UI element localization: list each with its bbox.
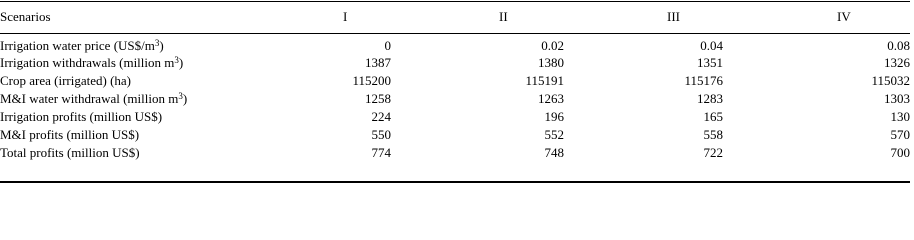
- cell-value: 1326: [884, 55, 910, 70]
- table-row: [0, 72, 910, 90]
- row-label: Irrigation withdrawals (million $m^3$): [0, 55, 184, 70]
- table-row: [0, 108, 910, 126]
- cell-value: 115176: [684, 73, 723, 88]
- cell-value: 0.02: [541, 38, 564, 53]
- cell-value: 570: [890, 127, 910, 142]
- header-scenario-3: III: [667, 9, 680, 24]
- cell-value: 1351: [697, 55, 723, 70]
- cell-value: 115200: [352, 73, 391, 88]
- cell-value: 700: [890, 145, 910, 160]
- table-row: [0, 126, 910, 144]
- cell-value: 1263: [538, 91, 564, 106]
- cell-value: 196: [544, 109, 564, 124]
- table-row: [0, 54, 910, 72]
- cell-value: 774: [371, 145, 391, 160]
- row-label: M&I water withdrawal (million $m^3$): [0, 91, 188, 106]
- header-scenario-1: I: [343, 9, 348, 24]
- cell-value: 0: [384, 38, 391, 53]
- row-label: M&I profits (million US$): [0, 127, 140, 142]
- cell-value: 0.08: [887, 38, 910, 53]
- table-row: [0, 144, 910, 162]
- cell-value: 0.04: [700, 38, 723, 53]
- cell-value: 558: [703, 127, 723, 142]
- cell-value: 130: [890, 109, 910, 124]
- cell-value: 550: [371, 127, 391, 142]
- cell-value: 115191: [525, 73, 564, 88]
- cell-value: 1380: [538, 55, 564, 70]
- cell-value: 1387: [365, 55, 391, 70]
- table-row: [0, 32, 910, 54]
- cell-value: 1303: [884, 91, 910, 106]
- header-scenario-4: IV: [837, 9, 851, 24]
- cell-value: 1283: [697, 91, 723, 106]
- row-label: Total profits (million US$): [0, 145, 140, 160]
- cell-value: 165: [703, 109, 723, 124]
- header-scenarios: Scenarios: [0, 9, 51, 24]
- cell-value: 722: [703, 145, 723, 160]
- cell-value: 552: [544, 127, 564, 142]
- cell-value: 1258: [365, 91, 391, 106]
- table-row: [0, 90, 910, 108]
- cell-value: 748: [544, 145, 564, 160]
- cell-value: 224: [371, 109, 391, 124]
- row-label: Irrigation profits (million US$): [0, 109, 163, 124]
- table-bottom-rule: [0, 181, 910, 183]
- header-scenario-2: II: [499, 9, 508, 24]
- row-label: Irrigation water price $(US\$/m^3)$: [0, 38, 164, 53]
- row-label: Crop area (irrigated) (ha): [0, 73, 132, 88]
- cell-value: 115032: [871, 73, 910, 88]
- table-header-row: [0, 0, 910, 32]
